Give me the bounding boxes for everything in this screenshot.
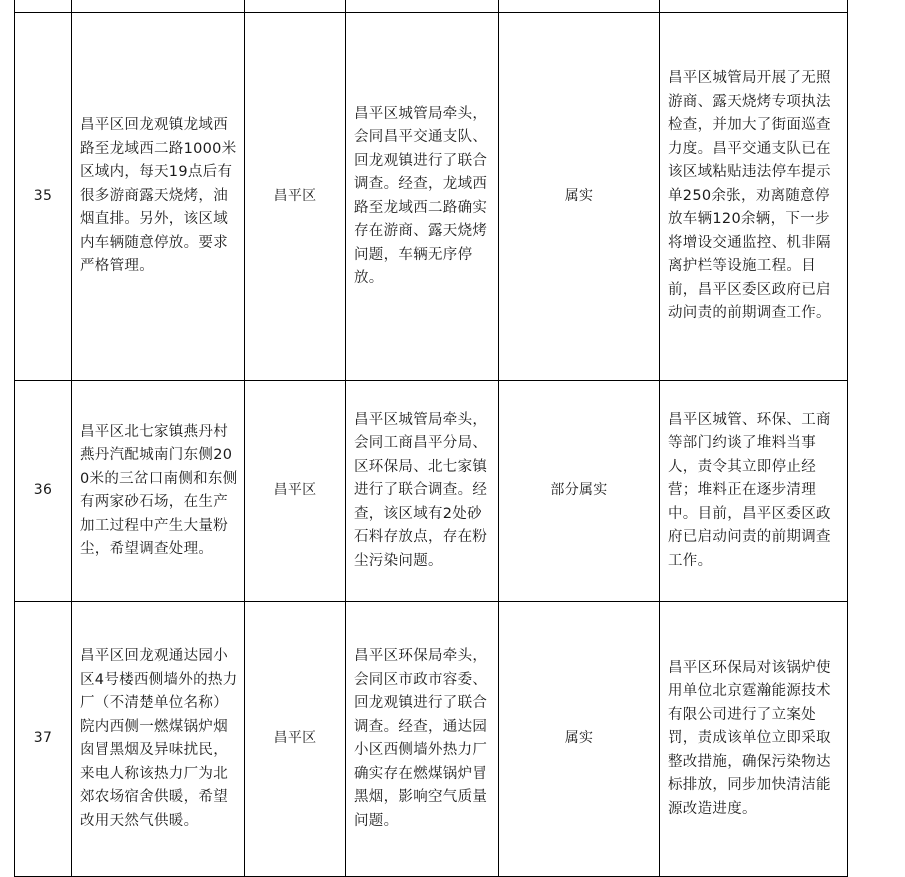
finding-status: 属实 xyxy=(499,13,660,381)
table-row xyxy=(15,381,848,602)
complaint-content: 昌平区北七家镇燕丹村燕丹汽配城南门东侧200米的三岔口南侧和东侧有两家砂石场，在生产加工过程中产生大量粉尘，希望调查处理。 xyxy=(72,381,245,602)
handling-measures: 昌平区城管、环保、工商等部门约谈了堆料当事人，责令其立即停止经营；堆料正在逐步清理中。目前，昌平区委区政府已启动问责的前期调查工作。 xyxy=(660,381,848,602)
finding-status: 属实 xyxy=(499,602,660,877)
district: 昌平区 xyxy=(245,381,346,602)
investigation-result: 昌平区城管局牵头，会同工商昌平分局、区环保局、北七家镇进行了联合调查。经查，该区域有2处砂石料存放点，存在粉尘污染问题。 xyxy=(346,381,499,602)
complaint-content: 昌平区回龙观通达园小区4号楼西侧墙外的热力厂（不清楚单位名称）院内西侧一燃煤锅炉烟囱冒黑烟及异味扰民，来电人称该热力厂为北郊农场宿舍供暖，希望改用天然气供暖。 xyxy=(72,602,245,877)
table-row xyxy=(15,602,848,877)
finding-status: 部分属实 xyxy=(499,381,660,602)
table-cell xyxy=(72,0,245,13)
row-number: 35 xyxy=(15,13,72,381)
table-cell xyxy=(660,0,848,13)
complaint-table xyxy=(14,0,848,877)
table-cell xyxy=(245,0,346,13)
table-cell xyxy=(15,0,72,13)
row-number: 37 xyxy=(15,602,72,877)
handling-measures: 昌平区环保局对该锅炉使用单位北京霆瀚能源技术有限公司进行了立案处罚，责成该单位立即采取整改措施，确保污染物达标排放，同步加快清洁能源改造进度。 xyxy=(660,602,848,877)
investigation-result: 昌平区环保局牵头，会同区市政市容委、回龙观镇进行了联合调查。经查，通达园小区西侧墙外热力厂确实存在燃煤锅炉冒黑烟，影响空气质量问题。 xyxy=(346,602,499,877)
investigation-result: 昌平区城管局牵头，会同昌平交通支队、回龙观镇进行了联合调查。经查，龙域西路至龙域西二路确实存在游商、露天烧烤问题，车辆无序停放。 xyxy=(346,13,499,381)
district: 昌平区 xyxy=(245,602,346,877)
handling-measures: 昌平区城管局开展了无照游商、露天烧烤专项执法检查，并加大了街面巡查力度。昌平交通支队已在该区域粘贴违法停车提示单250余张，劝离随意停放车辆120余辆，下一步将增设交通监控、机非隔离护栏等设施工程。目前，昌平区委区政府已启动问责的前期调查工作。 xyxy=(660,13,848,381)
complaint-content: 昌平区回龙观镇龙域西路至龙域西二路1000米区域内，每天19点后有很多游商露天烧烤，油烟直排。另外，该区域内车辆随意停放。要求严格管理。 xyxy=(72,13,245,381)
table-row xyxy=(15,13,848,381)
table-cell xyxy=(346,0,499,13)
row-number: 36 xyxy=(15,381,72,602)
table-row-previous-partial xyxy=(15,0,848,13)
district: 昌平区 xyxy=(245,13,346,381)
table-cell xyxy=(499,0,660,13)
